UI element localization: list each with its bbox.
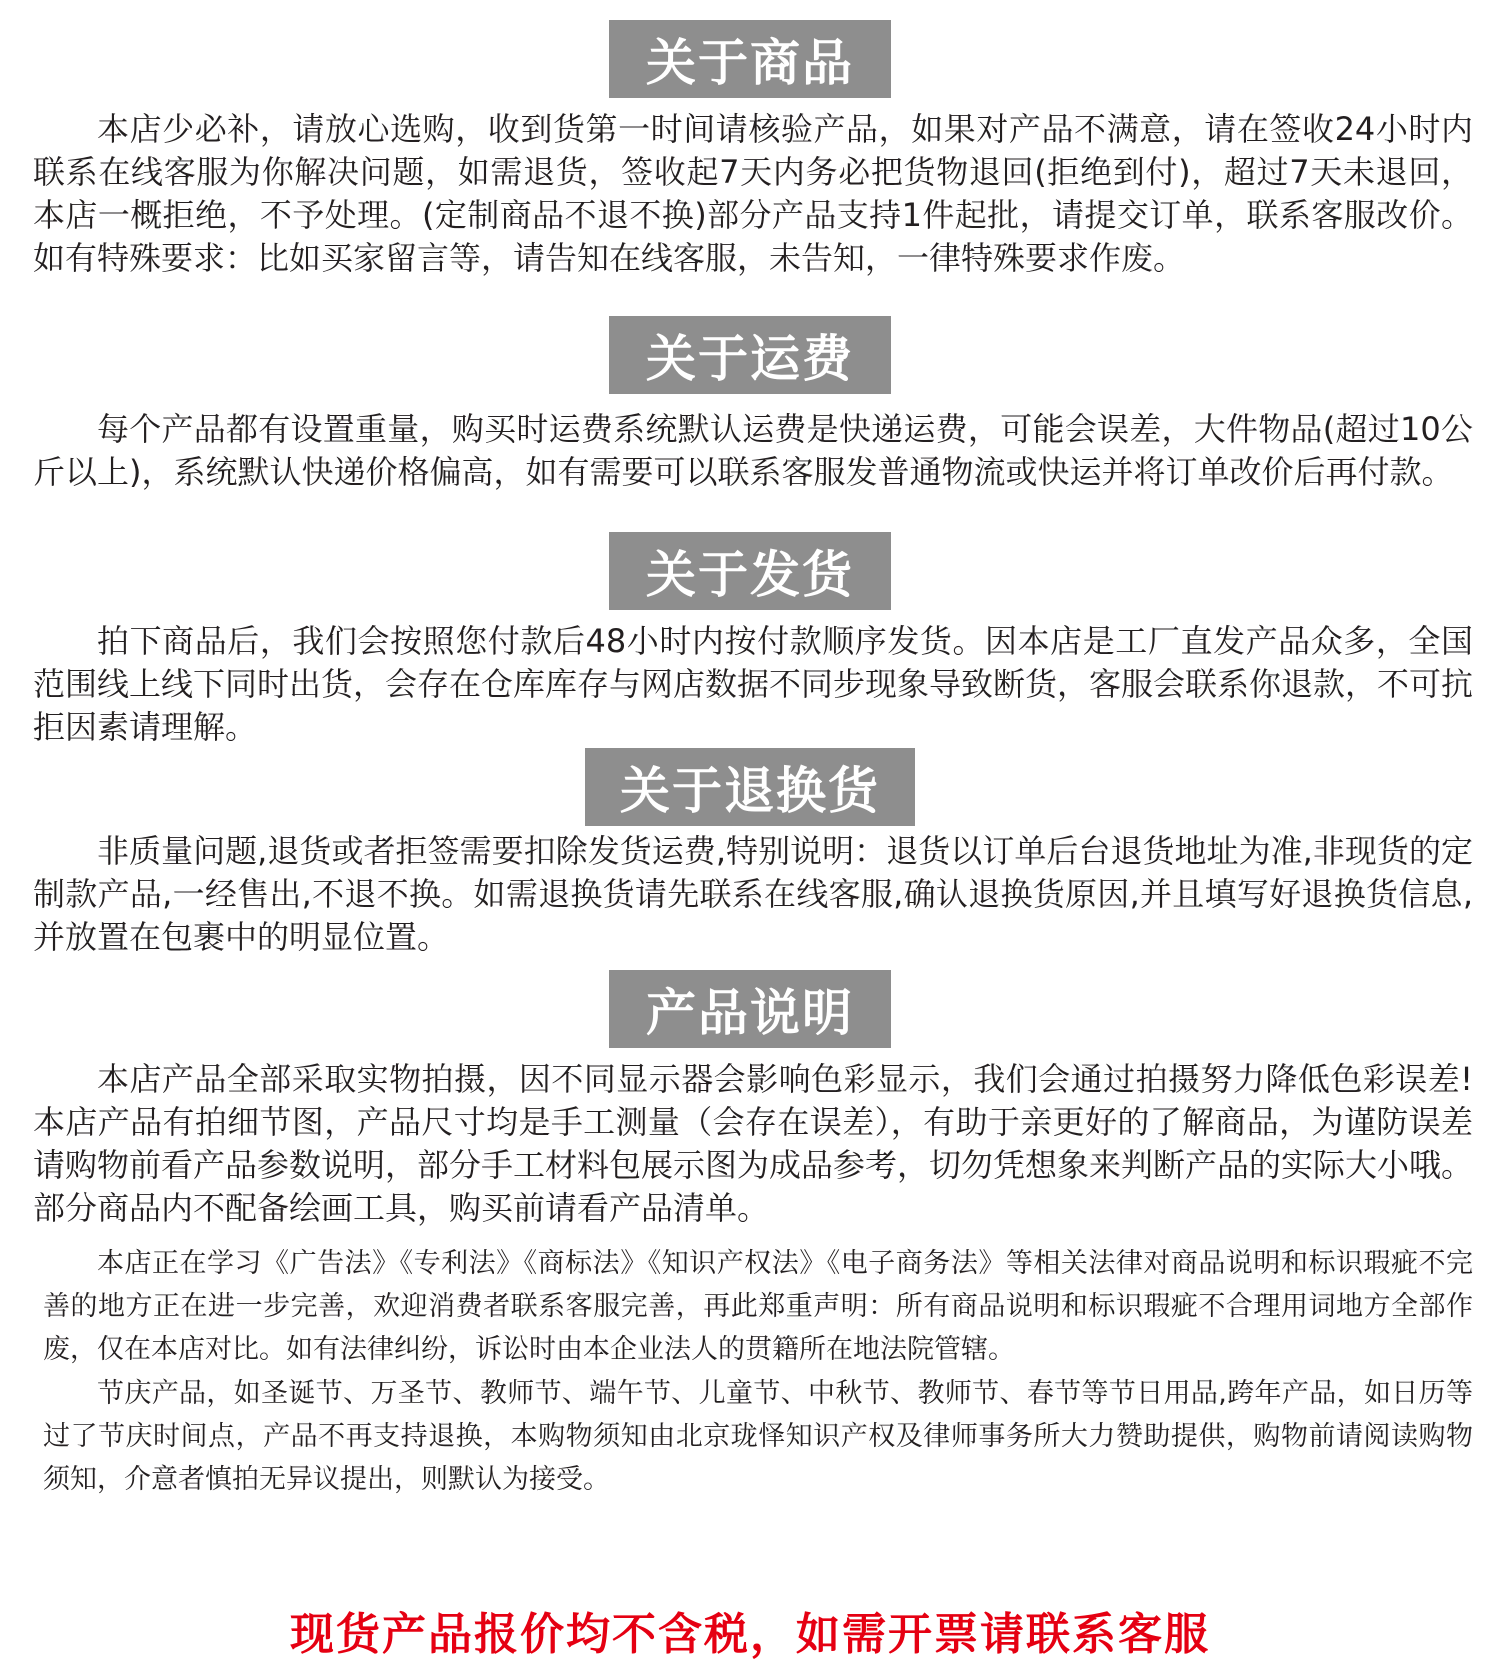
header-about-goods: 关于商品 [609,20,891,98]
header-about-shipping-fee: 关于运费 [609,316,891,394]
tax-invoice-notice: 现货产品报价均不含税，如需开票请联系客服 [290,1609,1210,1660]
header-product-description: 产品说明 [609,970,891,1048]
header-about-returns: 关于退换货 [585,748,915,826]
paragraph-about-goods: 本店少必补，请放心选购，收到货第一时间请核验产品，如果对产品不满意，请在签收24小时内联系在线客服为你解决问题，如需退货，签收起7天内务必把货物退回(拒绝到付)，超过7天未退回，本店一概拒绝，不予处理。(定制商品不退不换)部分产品支持1件起批，请提交订单，联系客服改价。如有特殊要求：比如买家留言等，请告知在线客服，未告知，一律特殊要求作废。 [33,110,1473,277]
header-about-delivery: 关于发货 [609,532,891,610]
paragraph-about-shipping-fee: 每个产品都有设置重量，购买时运费系统默认运费是快递运费，可能会误差，大件物品(超过10公斤以上)，系统默认快递价格偏高，如有需要可以联系客服发普通物流或快运并将订单改价后再付款。 [33,410,1473,491]
holiday-notice-paragraph: 节庆产品，如圣诞节、万圣节、教师节、端午节、儿童节、中秋节、教师节、春节等节日用品,跨年产品，如日历等过了节庆时间点，产品不再支持退换，本购物须知由北京珑怿知识产权及律师事务所大力赞助提供，购物前请阅读购物须知，介意者慎拍无异议提出，则默认为接受。 [43,1378,1473,1495]
paragraph-about-returns: 非质量问题,退货或者拒签需要扣除发货运费,特别说明：退货以订单后台退货地址为准,非现货的定制款产品,一经售出,不退不换。如需退换货请先联系在线客服,确认退换货原因,并且填写好退换货信息,并放置在包裹中的明显位置。 [33,832,1473,956]
paragraph-product-description: 本店产品全部采取实物拍摄，因不同显示器会影响色彩显示，我们会通过拍摄努力降低色彩误差!本店产品有拍细节图，产品尺寸均是手工测量（会存在误差），有助于亲更好的了解商品，为谨防误差请购物前看产品参数说明，部分手工材料包展示图为成品参考，切勿凭想象来判断产品的实际大小哦。部分商品内不配备绘画工具，购买前请看产品清单。 [33,1060,1474,1227]
paragraph-about-delivery: 拍下商品后，我们会按照您付款后48小时内按付款顺序发货。因本店是工厂直发产品众多，全国范围线上线下同时出货，会存在仓库库存与网店数据不同步现象导致断货，客服会联系你退款，不可抗拒因素请理解。 [33,622,1474,746]
legal-notice-paragraph: 本店正在学习《广告法》《专利法》《商标法》《知识产权法》《电子商务法》等相关法律对商品说明和标识瑕疵不完善的地方正在进一步完善，欢迎消费者联系客服完善，再此郑重声明：所有商品说明和标识瑕疵不合理用词地方全部作废，仅在本店对比。如有法律纠纷，诉讼时由本企业法人的贯籍所在地法院管辖。 [43,1248,1473,1365]
